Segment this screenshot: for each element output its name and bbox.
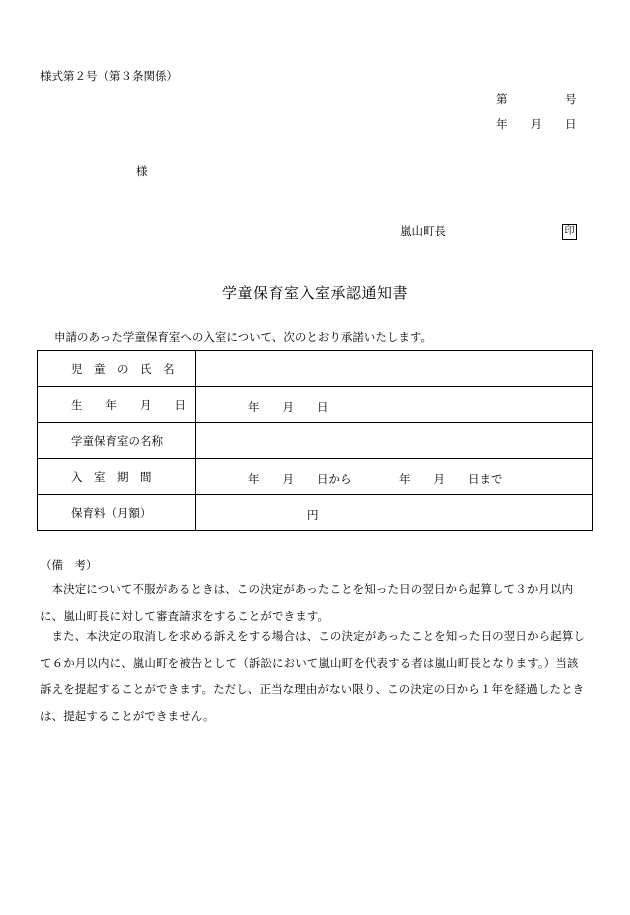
- birthdate-value: [196, 387, 593, 423]
- fee-label: 保育料（月額）: [38, 495, 196, 531]
- document-date: 年 月 日: [496, 117, 577, 131]
- notice-table: [37, 350, 593, 531]
- child-name-value: [196, 351, 593, 387]
- table-row: [38, 387, 593, 423]
- issuer-name: 嵐山町長: [400, 224, 446, 238]
- table-row: [38, 495, 593, 531]
- form-number: 様式第２号（第３条関係）: [40, 69, 178, 83]
- table-row: [38, 423, 593, 459]
- child-name-label: 児 童 の 氏 名: [38, 351, 196, 387]
- seal-mark: 印: [562, 224, 577, 240]
- fee-value: [196, 495, 593, 531]
- document-title: 学童保育室入室承認通知書: [221, 284, 408, 302]
- addressee: 様: [136, 164, 148, 178]
- birthdate-text: 年 月 日: [248, 400, 329, 414]
- period-from: 年 月 日から: [248, 472, 352, 486]
- facility-name-label: 学童保育室の名称: [38, 423, 196, 459]
- intro-text: 申請のあった学童保育室への入室について、次のとおり承諾いたします。: [54, 330, 433, 344]
- remarks-heading: （備 考）: [40, 558, 98, 572]
- period-label: 入 室 期 間: [38, 459, 196, 495]
- facility-name-value: [196, 423, 593, 459]
- remarks-paragraph-1: 本決定について不服があるときは、この決定があったことを知った日の翌日から起算して３か月以内に、嵐山町長に対して審査請求をすることができます。: [40, 582, 574, 623]
- birthdate-label: 生 年 月 日: [38, 387, 196, 423]
- fee-text: 円: [307, 508, 319, 522]
- period-value: [196, 459, 593, 495]
- table-row: [38, 459, 593, 495]
- remarks-paragraph-2: また、本決定の取消しを求める訴えをする場合は、この決定があったことを知った日の翌日から起算して６か月以内に、嵐山町を被告として（訴訟において嵐山町を代表する者は嵐山町長となります。）当該訴えを提起することができます。ただし、正当な理由がない限り、この決定の日から１年を経過したときは、提起することができません。: [40, 629, 585, 723]
- table-row: [38, 351, 593, 387]
- document-number: 第 号: [496, 92, 577, 106]
- period-to: 年 月 日まで: [399, 472, 503, 486]
